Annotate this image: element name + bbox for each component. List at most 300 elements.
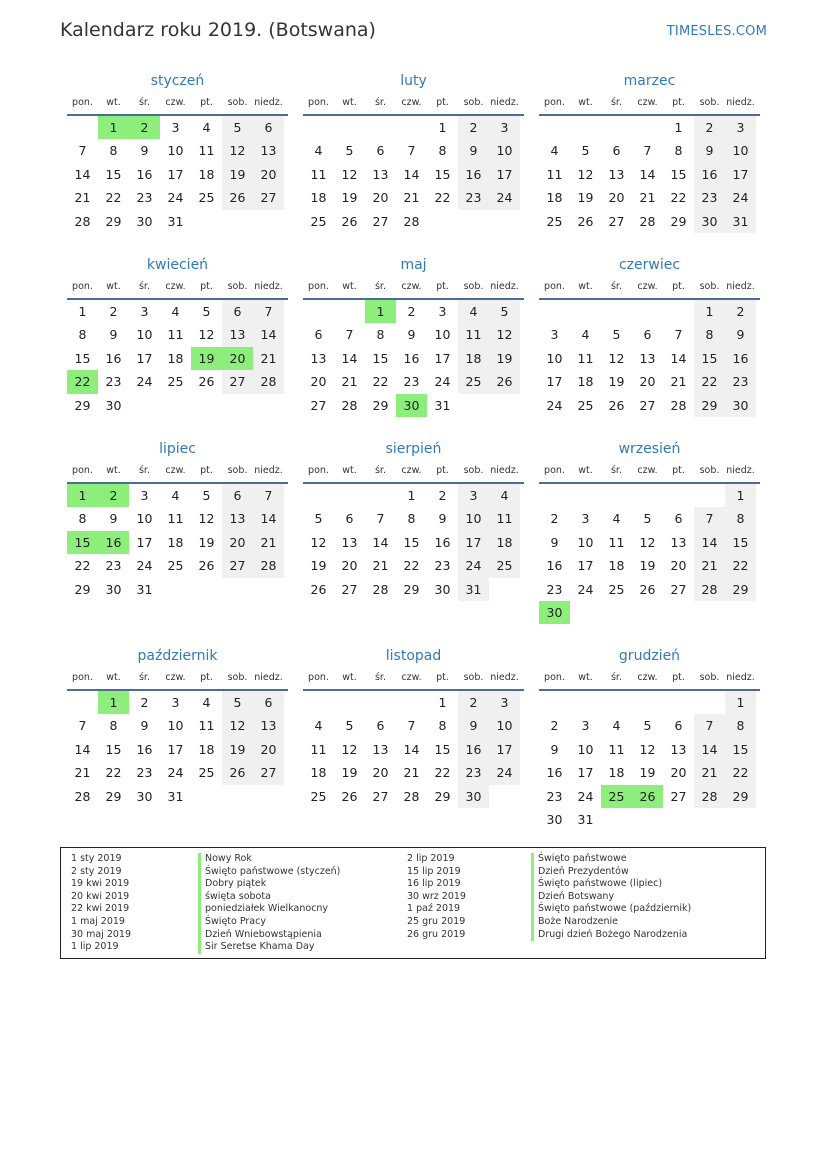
weekday-label: śr. [374, 281, 386, 292]
day-cell: 5 [345, 143, 354, 159]
day-cell: 6 [643, 327, 652, 343]
day-cell: 16 [694, 163, 725, 186]
day-cell: 25 [608, 581, 625, 597]
day-cell: 22 [74, 558, 91, 574]
weekday-label: pt. [436, 672, 449, 683]
weekday-label: wt. [578, 465, 593, 476]
day-cell: 17 [489, 738, 520, 761]
weekday-label: śr. [610, 281, 622, 292]
day-cell: 4 [202, 695, 211, 710]
day-cell: 1 [438, 120, 447, 135]
day-cell: 11 [310, 166, 327, 182]
day-cell: 23 [136, 765, 153, 781]
day-cell: 9 [550, 534, 559, 550]
empty-cell [570, 484, 601, 507]
day-cell: 6 [345, 511, 354, 527]
weekday-header [67, 92, 288, 116]
legend-holiday-name: Święto państwowe (październik) [531, 903, 691, 916]
day-cell: 10 [489, 139, 520, 162]
day-cell: 28 [74, 213, 91, 229]
day-cell: 9 [694, 139, 725, 162]
weekday-label: sob. [463, 97, 484, 108]
day-cell: 25 [489, 554, 520, 577]
weekday-label: niedz. [726, 97, 755, 108]
day-cell: 19 [198, 534, 215, 550]
holiday-day: 19 [191, 347, 222, 370]
day-cell: 5 [345, 718, 354, 734]
day-cell: 29 [670, 213, 687, 229]
day-grid [539, 691, 760, 831]
month-name: czerwiec [618, 257, 681, 273]
empty-cell [303, 300, 334, 323]
weekday-label: niedz. [726, 281, 755, 292]
day-cell: 14 [341, 350, 358, 366]
weekday-label: czw. [165, 97, 186, 108]
day-cell: 12 [341, 741, 358, 757]
weekday-label: niedz. [490, 465, 519, 476]
day-cell: 9 [109, 327, 118, 343]
legend-holiday-name: Dzień Botswany [531, 891, 691, 904]
legend-names-left [198, 853, 340, 954]
day-cell: 26 [489, 370, 520, 393]
weekday-label: wt. [106, 281, 121, 292]
day-cell: 30 [694, 210, 725, 233]
day-cell: 20 [372, 765, 389, 781]
weekday-label: wt. [578, 281, 593, 292]
day-cell: 21 [372, 558, 389, 574]
day-cell: 6 [612, 143, 621, 159]
day-cell: 18 [310, 190, 327, 206]
weekday-label: pt. [200, 97, 213, 108]
weekday-header [303, 92, 524, 116]
day-cell: 8 [109, 718, 118, 734]
legend-dates-left [71, 853, 131, 954]
holiday-day: 1 [365, 300, 396, 323]
day-cell: 22 [434, 190, 451, 206]
day-cell: 26 [198, 558, 215, 574]
day-grid [303, 116, 524, 233]
weekday-label: niedz. [726, 465, 755, 476]
day-cell: 29 [105, 213, 122, 229]
day-cell: 5 [612, 327, 621, 343]
legend-date: 30 wrz 2019 [407, 890, 466, 902]
day-cell: 28 [372, 581, 389, 597]
day-cell: 6 [222, 300, 253, 323]
day-cell: 23 [694, 186, 725, 209]
day-cell: 16 [546, 558, 563, 574]
day-cell: 24 [167, 765, 184, 781]
day-cell: 7 [407, 718, 416, 734]
empty-cell [663, 484, 694, 507]
day-cell: 28 [403, 788, 420, 804]
day-cell: 24 [489, 761, 520, 784]
weekday-label: czw. [637, 281, 658, 292]
holiday-day: 25 [601, 785, 632, 808]
holiday-day: 15 [67, 531, 98, 554]
day-cell: 22 [434, 765, 451, 781]
day-cell: 11 [167, 511, 184, 527]
holiday-legend [60, 847, 766, 959]
day-cell: 23 [546, 581, 563, 597]
day-cell: 21 [253, 347, 284, 370]
day-cell: 19 [577, 190, 594, 206]
day-cell: 10 [489, 714, 520, 737]
day-grid [303, 691, 524, 808]
empty-cell [334, 691, 365, 714]
day-cell: 25 [458, 370, 489, 393]
weekday-label: śr. [138, 465, 150, 476]
day-cell: 25 [546, 213, 563, 229]
month-name: maj [400, 257, 427, 273]
day-cell: 3 [140, 488, 149, 503]
day-cell: 3 [458, 484, 489, 507]
day-cell: 1 [438, 695, 447, 710]
day-cell: 29 [74, 581, 91, 597]
day-grid [539, 484, 760, 624]
day-cell: 8 [407, 511, 416, 527]
day-cell: 7 [253, 484, 284, 507]
month-name: kwiecień [146, 257, 209, 273]
weekday-label: czw. [401, 672, 422, 683]
day-cell: 6 [376, 718, 385, 734]
weekday-label: pon. [308, 97, 329, 108]
empty-cell [396, 691, 427, 714]
day-cell: 11 [310, 741, 327, 757]
empty-cell [601, 484, 632, 507]
day-cell: 4 [171, 304, 180, 319]
holiday-day: 26 [632, 785, 663, 808]
weekday-label: wt. [342, 281, 357, 292]
day-cell: 6 [222, 484, 253, 507]
day-cell: 12 [577, 166, 594, 182]
weekday-label: pon. [72, 281, 93, 292]
legend-holiday-name: Sir Seretse Khama Day [198, 941, 340, 954]
holiday-day: 16 [98, 531, 129, 554]
day-cell: 6 [253, 116, 284, 139]
weekday-label: pt. [200, 281, 213, 292]
day-cell: 7 [253, 300, 284, 323]
empty-cell [539, 484, 570, 507]
weekday-label: czw. [165, 672, 186, 683]
weekday-label: śr. [138, 97, 150, 108]
holiday-day: 30 [539, 601, 570, 624]
day-cell: 23 [725, 370, 756, 393]
weekday-label: wt. [578, 672, 593, 683]
day-cell: 4 [550, 143, 559, 159]
day-cell: 17 [489, 163, 520, 186]
day-cell: 20 [639, 374, 656, 390]
legend-date: 1 sty 2019 [71, 853, 122, 864]
weekday-label: pt. [436, 465, 449, 476]
day-cell: 10 [167, 718, 184, 734]
empty-cell [365, 484, 396, 507]
day-cell: 2 [407, 304, 416, 319]
brand-link[interactable]: TIMESLES.COM [666, 24, 767, 39]
empty-cell [601, 691, 632, 714]
day-cell: 10 [136, 511, 153, 527]
day-cell: 27 [253, 761, 284, 784]
day-cell: 4 [612, 718, 621, 734]
day-cell: 22 [670, 190, 687, 206]
empty-cell [539, 691, 570, 714]
day-cell: 5 [489, 300, 520, 323]
day-cell: 16 [105, 350, 122, 366]
empty-cell [334, 116, 365, 139]
weekday-label: śr. [374, 97, 386, 108]
day-cell: 7 [643, 143, 652, 159]
weekday-label: śr. [138, 281, 150, 292]
day-cell: 5 [202, 488, 211, 503]
day-cell: 19 [341, 190, 358, 206]
day-cell: 13 [372, 166, 389, 182]
empty-cell [539, 300, 570, 323]
day-cell: 30 [105, 581, 122, 597]
day-cell: 6 [674, 718, 683, 734]
day-cell: 15 [434, 166, 451, 182]
day-cell: 31 [458, 578, 489, 601]
day-grid [67, 691, 288, 808]
month-name: wrzesień [618, 441, 681, 457]
day-cell: 20 [253, 738, 284, 761]
legend-holiday-name: Dobry piątek [198, 878, 340, 891]
day-cell: 18 [310, 765, 327, 781]
weekday-label: czw. [401, 97, 422, 108]
weekday-label: sob. [227, 97, 248, 108]
day-cell: 30 [136, 213, 153, 229]
day-cell: 27 [222, 554, 253, 577]
day-cell: 9 [550, 741, 559, 757]
day-cell: 3 [140, 304, 149, 319]
day-cell: 3 [581, 718, 590, 734]
day-cell: 27 [253, 186, 284, 209]
weekday-label: sob. [699, 97, 720, 108]
day-cell: 21 [74, 765, 91, 781]
day-cell: 14 [253, 323, 284, 346]
day-cell: 14 [694, 531, 725, 554]
weekday-header [539, 276, 760, 300]
day-cell: 28 [253, 554, 284, 577]
day-cell: 29 [105, 788, 122, 804]
legend-holiday-name: Święto państwowe (lipiec) [531, 878, 691, 891]
day-cell: 27 [670, 581, 687, 597]
day-cell: 14 [253, 507, 284, 530]
day-cell: 1 [674, 120, 683, 135]
day-cell: 11 [489, 507, 520, 530]
weekday-label: sob. [699, 672, 720, 683]
day-cell: 13 [253, 714, 284, 737]
weekday-header [303, 276, 524, 300]
day-cell: 21 [670, 374, 687, 390]
day-cell: 22 [725, 761, 756, 784]
day-cell: 20 [608, 190, 625, 206]
day-cell: 19 [639, 558, 656, 574]
day-cell: 26 [341, 788, 358, 804]
day-cell: 14 [670, 350, 687, 366]
day-cell: 24 [489, 186, 520, 209]
weekday-label: niedz. [490, 97, 519, 108]
page-title: Kalendarz roku 2019. (Botswana) [60, 19, 376, 41]
weekday-label: pt. [436, 97, 449, 108]
month-5 [303, 254, 524, 417]
day-cell: 18 [489, 531, 520, 554]
day-cell: 2 [458, 691, 489, 714]
day-cell: 23 [136, 190, 153, 206]
day-cell: 28 [670, 397, 687, 413]
day-cell: 22 [105, 190, 122, 206]
legend-date: 2 lip 2019 [407, 853, 455, 864]
day-grid [303, 484, 524, 601]
legend-holiday-name: święta sobota [198, 891, 340, 904]
day-cell: 15 [670, 166, 687, 182]
weekday-label: pt. [672, 672, 685, 683]
day-cell: 17 [136, 534, 153, 550]
day-cell: 20 [670, 765, 687, 781]
month-name: luty [400, 73, 427, 89]
day-cell: 10 [577, 741, 594, 757]
empty-cell [663, 300, 694, 323]
day-cell: 11 [608, 534, 625, 550]
day-cell: 14 [372, 534, 389, 550]
weekday-label: sob. [699, 465, 720, 476]
weekday-label: czw. [637, 97, 658, 108]
holiday-day: 1 [98, 691, 129, 714]
weekday-label: pt. [672, 465, 685, 476]
day-cell: 27 [608, 213, 625, 229]
day-cell: 24 [136, 374, 153, 390]
day-cell: 10 [434, 327, 451, 343]
day-cell: 5 [581, 143, 590, 159]
empty-cell [334, 484, 365, 507]
holiday-day: 1 [67, 484, 98, 507]
day-cell: 29 [403, 581, 420, 597]
day-cell: 28 [74, 788, 91, 804]
day-cell: 24 [434, 374, 451, 390]
weekday-label: pon. [544, 672, 565, 683]
day-cell: 26 [198, 374, 215, 390]
day-cell: 17 [577, 765, 594, 781]
day-cell: 4 [314, 143, 323, 159]
day-cell: 30 [458, 785, 489, 808]
weekday-label: pon. [72, 97, 93, 108]
weekday-header [539, 92, 760, 116]
day-cell: 14 [74, 741, 91, 757]
legend-holiday-name: Święto państwowe (styczeń) [198, 866, 340, 879]
day-cell: 10 [167, 143, 184, 159]
holiday-day: 1 [98, 116, 129, 139]
day-cell: 25 [198, 765, 215, 781]
day-cell: 15 [105, 741, 122, 757]
weekday-label: sob. [227, 465, 248, 476]
month-name: styczeń [150, 73, 205, 89]
empty-cell [663, 691, 694, 714]
day-cell: 23 [546, 788, 563, 804]
empty-cell [601, 116, 632, 139]
day-cell: 18 [167, 534, 184, 550]
legend-holiday-name: Nowy Rok [198, 853, 340, 866]
day-cell: 21 [74, 190, 91, 206]
day-cell: 12 [608, 350, 625, 366]
day-cell: 11 [546, 166, 563, 182]
holiday-day: 20 [222, 347, 253, 370]
empty-cell [334, 300, 365, 323]
month-name: grudzień [618, 648, 681, 664]
weekday-label: śr. [374, 465, 386, 476]
weekday-label: sob. [699, 281, 720, 292]
legend-date: 16 lip 2019 [407, 878, 461, 890]
weekday-label: niedz. [254, 281, 283, 292]
day-cell: 4 [171, 488, 180, 503]
legend-dates-right [407, 853, 466, 941]
day-cell: 2 [694, 116, 725, 139]
weekday-label: czw. [401, 281, 422, 292]
day-cell: 18 [546, 190, 563, 206]
weekday-label: niedz. [254, 672, 283, 683]
day-cell: 17 [546, 374, 563, 390]
day-cell: 15 [434, 741, 451, 757]
day-cell: 20 [253, 163, 284, 186]
day-cell: 27 [670, 788, 687, 804]
month-2 [303, 70, 524, 233]
day-cell: 8 [78, 511, 87, 527]
day-cell: 2 [725, 300, 756, 323]
day-cell: 17 [434, 350, 451, 366]
day-cell: 7 [345, 327, 354, 343]
day-cell: 26 [341, 213, 358, 229]
day-cell: 27 [372, 788, 389, 804]
legend-date: 19 kwi 2019 [71, 878, 130, 890]
day-cell: 4 [612, 511, 621, 527]
day-grid [303, 300, 524, 417]
month-name: listopad [385, 648, 442, 664]
weekday-label: czw. [637, 465, 658, 476]
day-cell: 29 [74, 397, 91, 413]
day-cell: 21 [639, 190, 656, 206]
day-cell: 16 [434, 534, 451, 550]
day-cell: 19 [222, 738, 253, 761]
day-cell: 2 [109, 304, 118, 319]
weekday-label: wt. [342, 465, 357, 476]
day-cell: 13 [670, 534, 687, 550]
day-cell: 22 [694, 370, 725, 393]
weekday-label: niedz. [254, 97, 283, 108]
day-grid [67, 116, 288, 233]
month-6 [539, 254, 760, 417]
day-cell: 2 [458, 116, 489, 139]
day-cell: 20 [222, 531, 253, 554]
empty-cell [67, 116, 98, 139]
day-cell: 18 [458, 347, 489, 370]
day-cell: 15 [74, 350, 91, 366]
day-cell: 15 [105, 166, 122, 182]
day-cell: 26 [608, 397, 625, 413]
day-cell: 4 [202, 120, 211, 135]
legend-holiday-name: Dzień Prezydentów [531, 866, 691, 879]
weekday-header [303, 460, 524, 484]
day-cell: 8 [109, 143, 118, 159]
day-cell: 16 [403, 350, 420, 366]
day-cell: 18 [198, 741, 215, 757]
day-cell: 15 [694, 347, 725, 370]
empty-cell [303, 484, 334, 507]
day-cell: 24 [167, 190, 184, 206]
empty-cell [570, 300, 601, 323]
day-cell: 11 [167, 327, 184, 343]
day-cell: 8 [694, 323, 725, 346]
holiday-day: 2 [129, 116, 160, 139]
day-cell: 9 [725, 323, 756, 346]
day-cell: 14 [74, 166, 91, 182]
day-cell: 25 [577, 397, 594, 413]
